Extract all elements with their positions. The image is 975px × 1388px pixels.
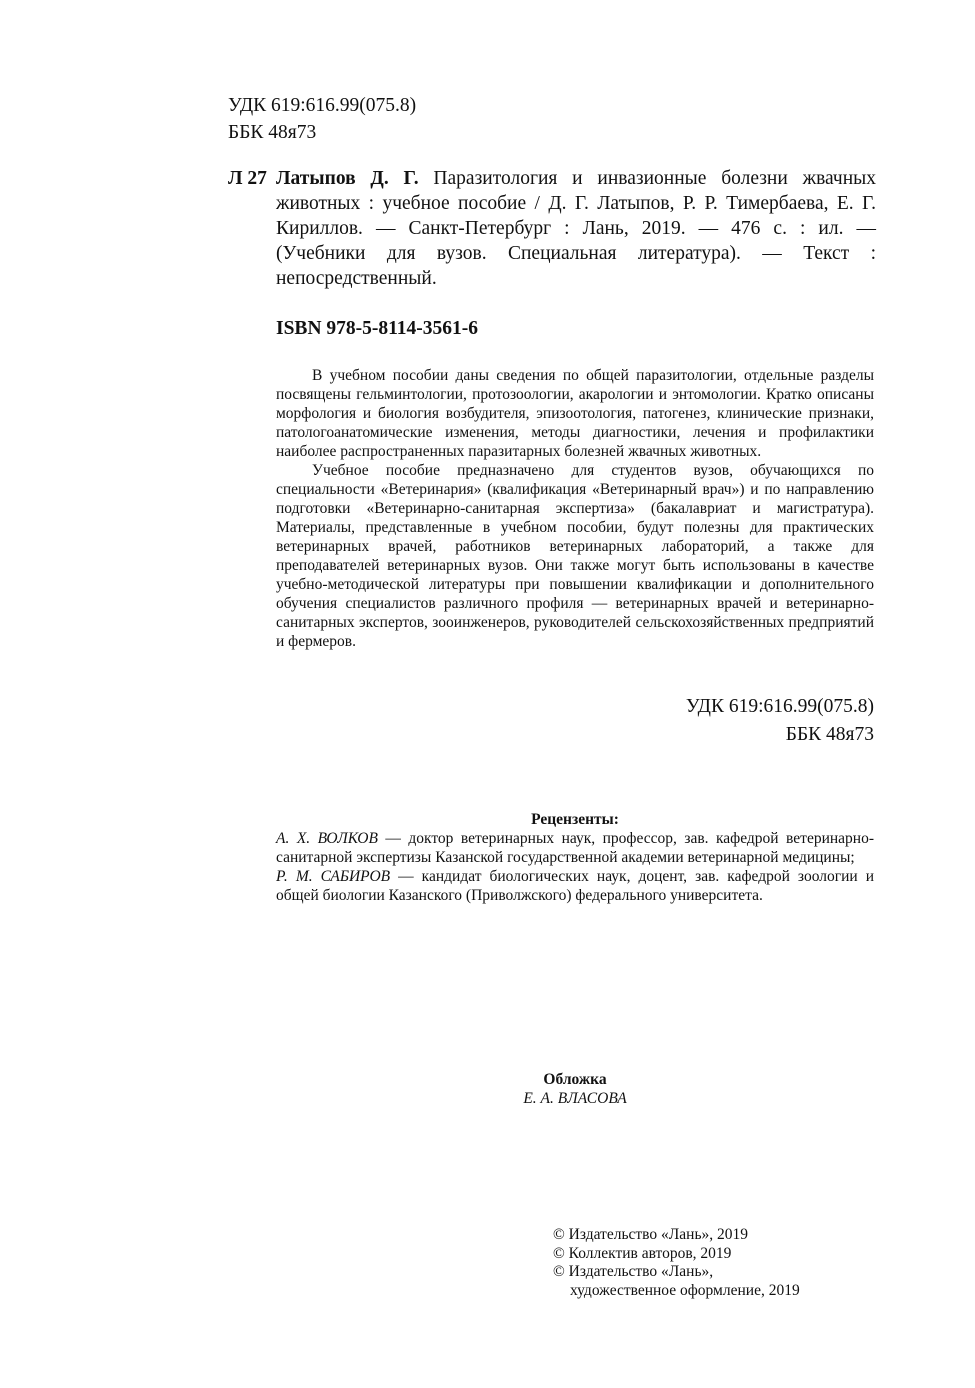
abstract-paragraph: В учебном пособии даны сведения по общей паразитологии, отдельные разделы посвящены гельминтологии, протозоологии, акарологии и энтомологии. Кратко описаны морфология и биология возбудителя, эпизоотология, патогенез, клинические признаки, патологоанатомические изменения, методы диагностики, лечения и профилактики наиболее распространенных паразитарных болезней жвачных животных. (276, 367, 874, 460)
reviewer-credentials: — кандидат биологических наук, доцент, зав. кафедрой зоологии и общей биологии Казанского (Приволжского) федерального университета. (276, 868, 874, 904)
abstract (276, 366, 874, 651)
isbn: ISBN 978-5-8114-3561-6 (276, 318, 479, 339)
entry-author: Латыпов Д. Г. (276, 168, 419, 189)
copyright-line: © Коллектив авторов, 2019 (553, 1244, 732, 1262)
reviewers-heading: Рецензенты: (531, 811, 619, 828)
reviewer-name: А. Х. ВОЛКОВ (276, 830, 378, 847)
udk-code: УДК 619:616.99(075.8) (228, 95, 417, 116)
classification-footer (686, 693, 874, 749)
cover-credit (276, 1070, 874, 1108)
abstract-paragraph: Учебное пособие предназначено для студентов вузов, обучающихся по специальности «Ветеринария» (квалификация «Ветеринарный врач») и по направлению подготовки «Ветеринарно-санитарная экспертиза» (бакалавриат и магистратура). Материалы, представленные в учебном пособии, будут полезны для практических ветеринарных врачей, работников ветеринарных лабораторий, а также для преподавателей ветеринарных вузов. Они также могут быть использованы в качестве учебно-методической литературы при повышении квалификации и дополнительного обучения специалистов различного профиля — ветеринарных врачей и ветеринарно-санитарных экспертов, зооинженеров, руководителей сельскохозяйственных предприятий и фермеров. (276, 462, 874, 650)
author-mark: Л 27 (228, 168, 267, 189)
bbk-code: ББК 48я73 (785, 724, 874, 745)
copyright-line: © Издательство «Лань», 2019 (553, 1226, 749, 1243)
bbk-code: ББК 48я73 (228, 122, 317, 143)
reviewer (276, 867, 874, 905)
reviewer (276, 829, 874, 867)
cover-heading: Обложка (543, 1071, 607, 1088)
copyright-block (553, 1226, 800, 1300)
cover-designer: Е. А. ВЛАСОВА (523, 1090, 627, 1107)
reviewer-name: Р. М. САБИРОВ (276, 868, 391, 885)
copyright-line: © Издательство «Лань», (553, 1263, 714, 1280)
classification-header (228, 92, 416, 146)
copyright-line: художественное оформление, 2019 (570, 1281, 800, 1299)
reviewer-credentials: — доктор ветеринарных наук, профессор, зав. кафедрой ветеринарно-санитарной экспертизы Казанской государственной академии ветеринарной медицины; (276, 830, 874, 866)
reviewers (276, 810, 874, 905)
bibliographic-entry (228, 166, 876, 291)
entry-description: Паразитология и инвазионные болезни жвачных животных : учебное пособие / Д. Г. Латыпов, Р. Р. Тимербаева, Е. Г. Кириллов. — Санкт-Петербург : Лань, 2019. — 476 с. : ил. — (Учебники для вузов. Специальная литература). — Текст : непосредственный. (276, 168, 877, 289)
bibliographic-description (276, 166, 876, 291)
udk-code: УДК 619:616.99(075.8) (685, 696, 874, 717)
